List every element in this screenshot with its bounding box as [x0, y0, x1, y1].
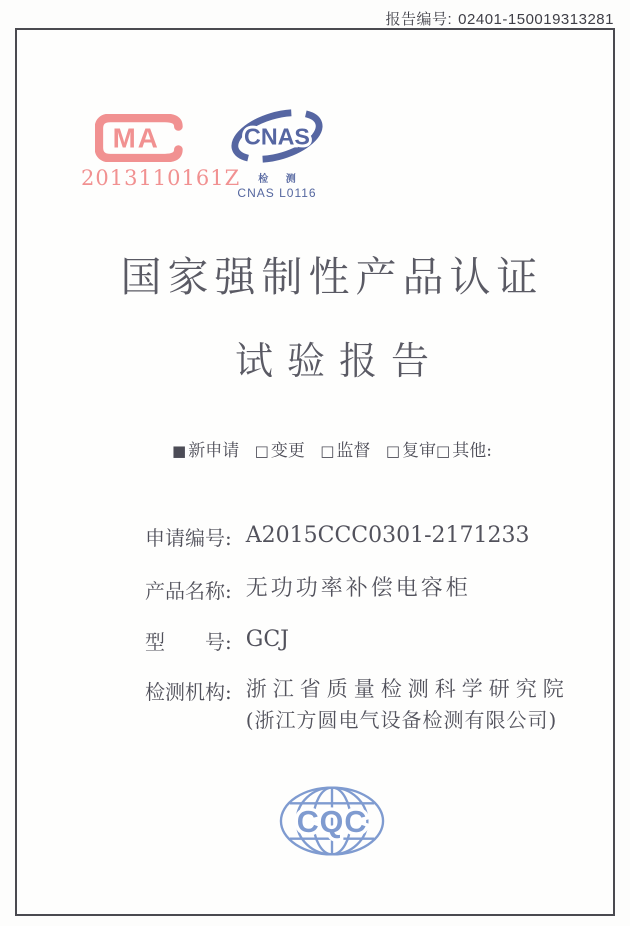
field-value: 无功功率补偿电容柜 [245, 576, 471, 601]
field-label: 申请编号: [145, 526, 232, 550]
testing-org-line1: 浙江省质量检测科学研究院 [245, 677, 570, 701]
cnas-logo [227, 104, 327, 200]
cma-letters: MA [112, 122, 160, 154]
unchecked-box-icon: □ [436, 442, 451, 460]
checkbox-label: 变更 [270, 441, 305, 461]
cqc-globe-icon [278, 784, 386, 858]
checkbox-new-application [172, 436, 239, 461]
checkbox-label: 复审 [402, 441, 437, 461]
page-border-frame [15, 28, 615, 916]
cma-mark-icon [95, 114, 187, 162]
cma-certificate-number: 2013110161Z [81, 166, 241, 190]
checkbox-label: 监督 [336, 441, 371, 461]
unchecked-box-icon: □ [385, 442, 401, 460]
report-number-label: 报告编号: [385, 11, 453, 28]
cnas-swoosh-icon [228, 104, 326, 168]
application-type-row [17, 436, 630, 461]
cnas-accreditation-number: CNAS L0116 [237, 186, 317, 200]
checked-box-icon: ■ [172, 442, 187, 460]
report-number [386, 8, 615, 29]
field-value: A2015CCC0301-2171233 [245, 523, 530, 548]
checkbox-label: 其他: [452, 441, 492, 461]
cma-logo [81, 114, 241, 190]
testing-org-line2: (浙江方圆电气设备检测有限公司) [245, 708, 558, 733]
cqc-letters: CQC [296, 804, 368, 839]
document-subtitle: 试验报告 [234, 339, 443, 383]
checkbox-other [436, 436, 492, 461]
field-product-name [145, 575, 471, 604]
field-label: 检测机构: [145, 680, 232, 704]
unchecked-box-icon: □ [320, 442, 335, 460]
unchecked-box-icon: □ [254, 442, 269, 460]
field-value: GCJ [245, 627, 289, 652]
checkbox-supervision [320, 436, 370, 461]
field-model [145, 626, 289, 655]
report-number-value: 02401-150019313281 [458, 11, 614, 28]
checkbox-label: 新申请 [188, 441, 240, 461]
field-value [246, 676, 570, 733]
cnas-letters: CNAS [244, 123, 310, 150]
field-label: 产品名称: [145, 579, 232, 603]
field-testing-organization [145, 676, 570, 733]
document-title: 国家强制性产品认证 [120, 253, 544, 301]
checkbox-review [386, 436, 436, 461]
checkbox-change [255, 436, 305, 461]
cnas-subtitle-cn: 检 测 [258, 174, 303, 185]
cqc-logo [278, 784, 386, 858]
field-label: 型 号: [145, 630, 232, 654]
field-application-number [145, 522, 530, 551]
